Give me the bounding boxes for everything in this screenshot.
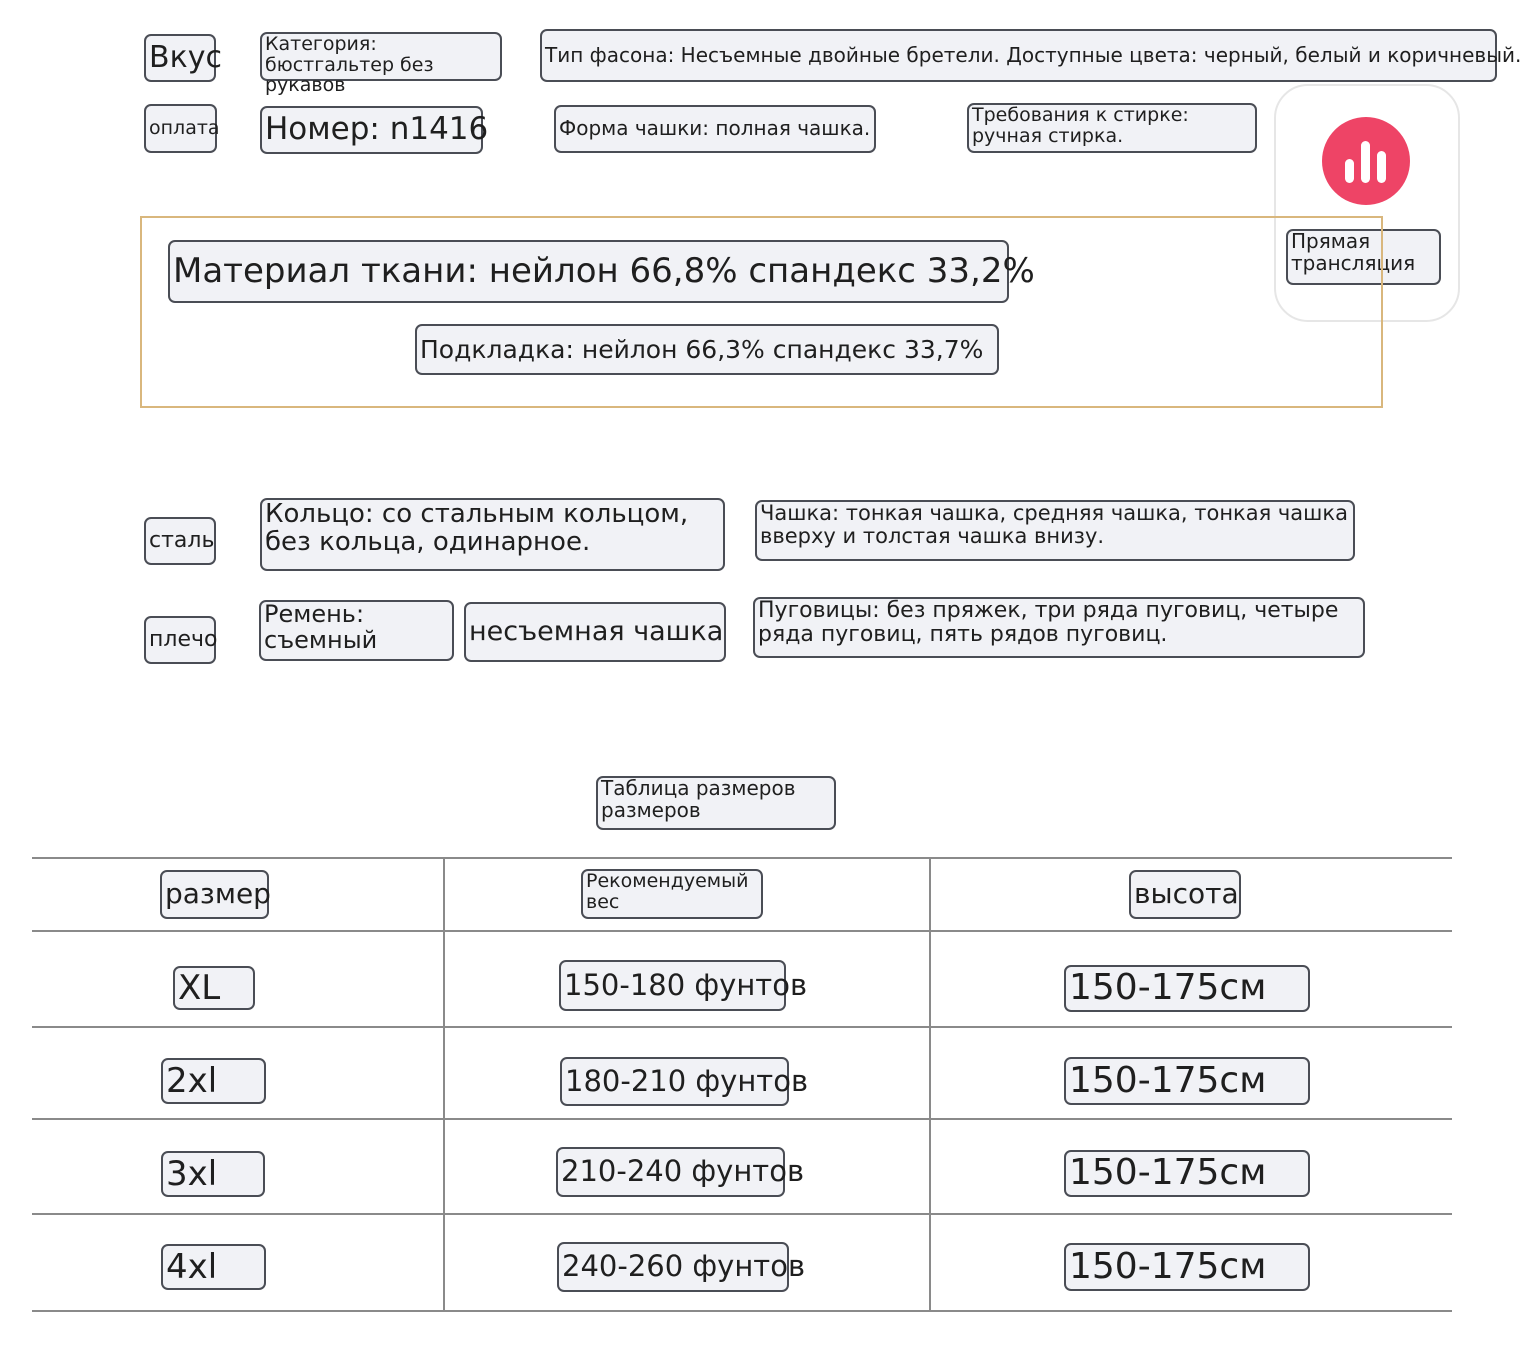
column-header-height: высота <box>1129 870 1241 919</box>
table-cell-size: 2xl <box>161 1058 266 1104</box>
strap-label: Ремень: съемный <box>259 600 454 661</box>
fabric-material-label: Материал ткани: нейлон 66,8% спандекс 33,2% <box>168 240 1009 303</box>
payment-label: оплата <box>144 104 217 153</box>
cup-shape-label: Форма чашки: полная чашка. <box>554 105 876 153</box>
non-removable-cup-label: несъемная чашка <box>464 602 726 662</box>
buttons-label: Пуговицы: без пряжек, три ряда пуговиц, четыре ряда пуговиц, пять рядов пуговиц. <box>753 597 1365 658</box>
live-chart-icon[interactable] <box>1322 117 1410 205</box>
shoulder-label: плечо <box>144 616 216 664</box>
table-rule <box>32 1310 1452 1312</box>
table-cell-height: 150-175см <box>1064 965 1310 1012</box>
table-cell-size: XL <box>173 966 255 1010</box>
table-cell-height: 150-175см <box>1064 1150 1310 1197</box>
table-rule <box>32 1213 1452 1215</box>
size-table-title: Таблица размеров размеров <box>596 776 836 830</box>
style-type-label: Тип фасона: Несъемные двойные бретели. Доступные цвета: черный, белый и коричневый. <box>540 29 1497 82</box>
cup-type-label: Чашка: тонкая чашка, средняя чашка, тонкая чашка вверху и толстая чашка внизу. <box>755 500 1355 561</box>
table-rule <box>32 1026 1452 1028</box>
table-cell-weight: 240-260 фунтов <box>557 1242 789 1292</box>
table-cell-size: 4xl <box>161 1244 266 1290</box>
taste-label: Вкус <box>144 34 216 82</box>
table-column-divider <box>443 858 445 1312</box>
item-number-label: Номер: n1416 <box>260 106 483 154</box>
table-rule <box>32 857 1452 859</box>
table-column-divider <box>929 858 931 1312</box>
column-header-size: размер <box>160 870 269 919</box>
table-cell-weight: 150-180 фунтов <box>559 960 786 1011</box>
table-cell-weight: 210-240 фунтов <box>556 1147 785 1197</box>
live-broadcast-label[interactable]: Прямая трансляция <box>1286 229 1441 285</box>
table-cell-size: 3xl <box>161 1151 265 1197</box>
table-rule <box>32 1118 1452 1120</box>
table-cell-height: 150-175см <box>1064 1057 1310 1105</box>
table-cell-height: 150-175см <box>1064 1243 1310 1291</box>
ring-label: Кольцо: со стальным кольцом, без кольца, одинарное. <box>260 498 725 571</box>
lining-material-label: Подкладка: нейлон 66,3% спандекс 33,7% <box>415 324 999 375</box>
steel-label: сталь <box>144 517 216 565</box>
table-cell-weight: 180-210 фунтов <box>560 1057 789 1106</box>
column-header-weight: Рекомендуемый вес <box>581 869 763 919</box>
table-rule <box>32 930 1452 932</box>
category-label: Категория: бюстгальтер без рукавов <box>260 32 502 81</box>
washing-requirements-label: Требования к стирке: ручная стирка. <box>967 103 1257 153</box>
